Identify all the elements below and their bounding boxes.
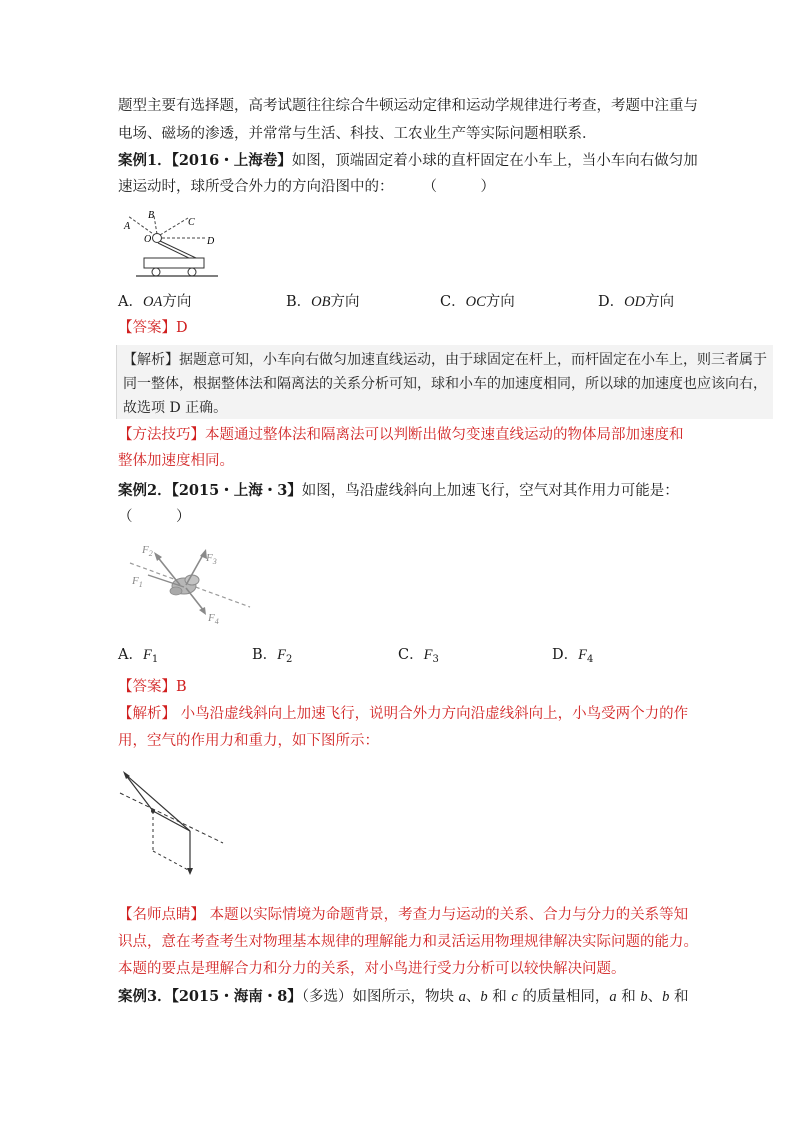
case2-analysis-line-2: 用，空气的作用力和重力，如下图所示： (118, 733, 379, 749)
case2-option-a: A．$F_1$ (118, 647, 159, 665)
case1-analysis-line-3: 故选项 D 正确。 (123, 400, 228, 416)
case1-option-c: C．OC方向 (440, 294, 515, 310)
case1-analysis-box (116, 345, 773, 419)
case3-label: 案例3． (118, 988, 172, 1005)
case2-teacher-line-3: 本题的要点是理解合力和分力的关系，对小鸟进行受力分析可以较快解决问题。 (118, 961, 626, 977)
case1-option-d: D．OD方向 (598, 294, 675, 310)
case2-option-b: B．$F_2$ (252, 647, 293, 665)
case1-label: 案例1． (118, 152, 172, 169)
case2-question-line-1 (118, 481, 679, 501)
case1-analysis-line-2: 同一整体，根据整体法和隔离法的关系分析可知，球和小车的加速度相同，所以球的加速度也应该向右， (123, 376, 767, 392)
case1-fig-label-O: O (144, 234, 152, 245)
case2-teacher-line-1: 【名师点睛】 本题以实际情境为命题背景，考查力与运动的关系、合力与分力的关系等知 (118, 907, 689, 923)
intro-line-2: 电场、磁场的渗透，并常常与生活、科技、工农业生产等实际问题相联系． (118, 126, 597, 142)
case1-tip-line-1: 【方法技巧】本题通过整体法和隔离法可以判断出做匀变速直线运动的物体局部加速度和 (118, 427, 684, 443)
case1-answer: 【答案】D (118, 320, 188, 336)
case2-fig-label-F3: $F_3$ (206, 552, 217, 566)
case1-option-a: A．OA方向 (118, 294, 192, 310)
case1-question-line-1 (118, 151, 698, 171)
case2-label: 案例2． (118, 482, 172, 499)
case1-fig-label-B: B (148, 210, 155, 221)
case2-option-c: C．$F_3$ (398, 647, 439, 665)
case2-question-text: 如图，鸟沿虚线斜向上加速飞行，空气对其作用力可能是： (301, 483, 679, 499)
intro-line-1: 题型主要有选择题，高考试题往往综合牛顿运动定律和运动学规律进行考查，考题中注重与 (118, 98, 698, 114)
case2-bird-figure (120, 535, 255, 630)
case2-force-diagram (115, 765, 225, 875)
case1-fig-label-D: D (207, 236, 215, 247)
case1-question-text: 如图，顶端固定着小球的直杆固定在小车上，当小车向右做匀加 (291, 153, 698, 169)
case3-question-line-1: 案例3．【2015・海南・8】（多选）如图所示，物块 a、b 和 c 的质量相同，a 和 b、b 和 (118, 988, 689, 1005)
case1-question-line-2: 速运动时，球所受合外力的方向沿图中的： （ ） (118, 179, 495, 195)
case1-option-b: B．OB方向 (286, 294, 360, 310)
case1-analysis-line-1: 【解析】据题意可知，小车向右做匀加速直线运动，由于球固定在杆上，而杆固定在小车上，则三者属于 (123, 352, 767, 368)
case3-source: 【2015・海南・8】 (171, 988, 302, 1005)
case2-answer: 【答案】B (118, 679, 187, 695)
case2-source: 【2015・上海・3】 (171, 482, 302, 499)
case2-fig-label-F1: $F_1$ (132, 575, 143, 589)
case1-fig-label-C: C (188, 217, 195, 228)
case1-cart-figure (118, 210, 228, 285)
case2-analysis-line-1: 【解析】 小鸟沿虚线斜向上加速飞行，说明合外力方向沿虚线斜向上，小鸟受两个力的作 (118, 706, 689, 722)
case2-fig-label-F4: $F_4$ (208, 612, 219, 626)
case1-source: 【2016・上海卷】 (171, 152, 292, 169)
case2-question-line-2: （ ） (118, 509, 191, 525)
case2-teacher-line-2: 识点，意在考查考生对物理基本规律的理解能力和灵活运用物理规律解决实际问题的能力。 (118, 934, 698, 950)
case1-fig-label-A: A (124, 221, 131, 232)
case1-tip-line-2: 整体加速度相同。 (118, 453, 234, 469)
case2-fig-label-F2: $F_2$ (142, 544, 153, 558)
case2-option-d: D．$F_4$ (552, 647, 594, 665)
